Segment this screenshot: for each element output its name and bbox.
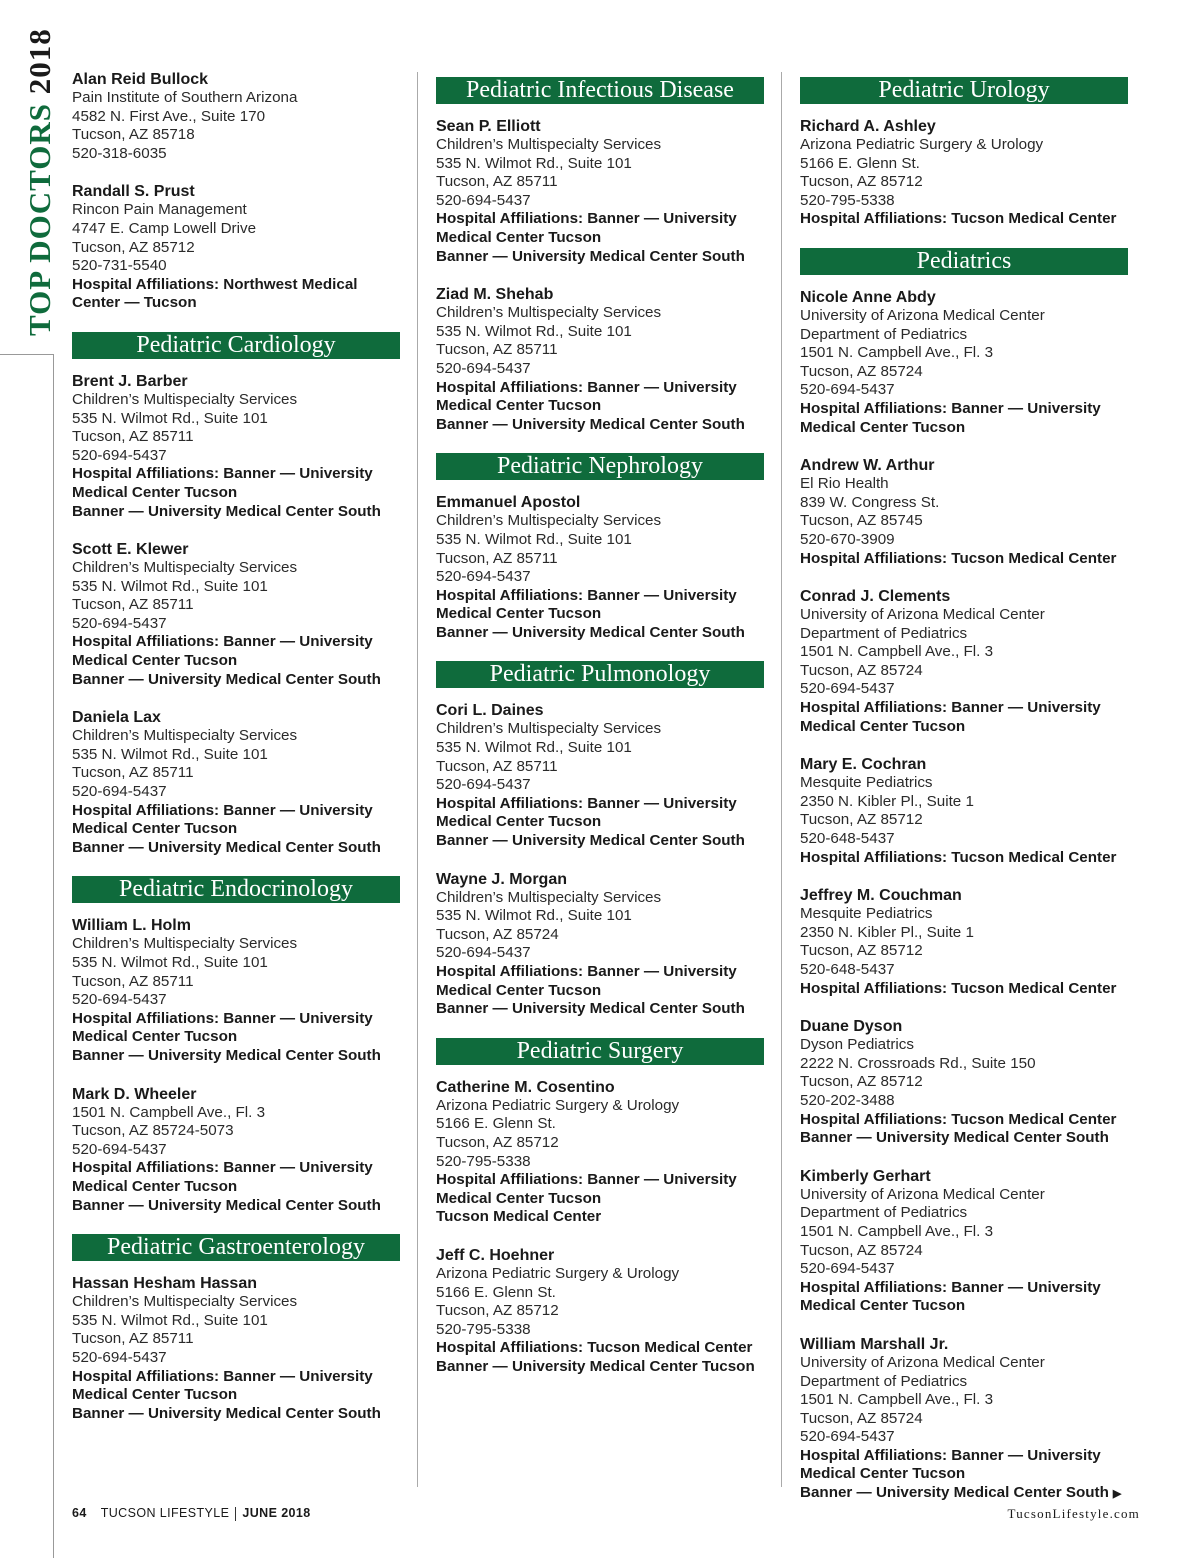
contact-line: 535 N. Wilmot Rd., Suite 101 bbox=[72, 1311, 268, 1329]
contact-line: Tucson, AZ 85724 bbox=[800, 1241, 923, 1259]
contact-line: 2350 N. Kibler Pl., Suite 1 bbox=[800, 792, 974, 810]
affiliation-text: Medical Center Tucson bbox=[436, 1189, 602, 1207]
hospital-affiliation bbox=[800, 1447, 1128, 1466]
contact-line: Tucson, AZ 85712 bbox=[436, 1133, 559, 1151]
affiliation-text: Hospital Affiliations: Banner — University bbox=[72, 633, 373, 651]
doctor-name: Jeff C. Hoehner bbox=[436, 1246, 555, 1264]
affiliation-text: Tucson Medical Center bbox=[436, 1208, 602, 1226]
specialty-header: Pediatric Cardiology bbox=[72, 332, 400, 359]
contact-line: Tucson, AZ 85711 bbox=[72, 428, 194, 446]
affiliation-text: Medical Center Tucson bbox=[72, 1028, 238, 1046]
contact-line: 520-694-5437 bbox=[72, 1348, 167, 1366]
doctor-name: Catherine M. Cosentino bbox=[436, 1078, 615, 1096]
website-url[interactable]: TucsonLifestyle.com bbox=[1007, 1506, 1140, 1521]
contact-line: Arizona Pediatric Surgery & Urology bbox=[436, 1264, 680, 1282]
affiliation-text: Hospital Affiliations: Banner — University bbox=[800, 699, 1101, 717]
doctor-entry bbox=[800, 117, 1128, 229]
hospital-affiliation bbox=[436, 1358, 764, 1377]
contact-line: 520-694-5437 bbox=[72, 1140, 167, 1158]
contact-line: Tucson, AZ 85711 bbox=[436, 173, 558, 191]
hospital-affiliation bbox=[436, 605, 764, 624]
hospital-affiliation bbox=[72, 1368, 400, 1387]
affiliation-text: Hospital Affiliations: Tucson Medical Center bbox=[436, 1339, 753, 1357]
column-divider-2 bbox=[781, 72, 782, 1487]
hospital-affiliation bbox=[436, 1000, 764, 1019]
contact-line: Children’s Multispecialty Services bbox=[72, 390, 298, 408]
hospital-affiliation bbox=[800, 1297, 1128, 1316]
contact-line: 5166 E. Glenn St. bbox=[436, 1283, 556, 1301]
contact-line: 535 N. Wilmot Rd., Suite 101 bbox=[436, 739, 632, 757]
doctor-entry bbox=[800, 1335, 1128, 1504]
doctor-name: Mark D. Wheeler bbox=[72, 1085, 197, 1103]
affiliation-text: Hospital Affiliations: Tucson Medical Center bbox=[800, 549, 1117, 567]
contact-line: 520-694-5437 bbox=[436, 191, 531, 209]
contact-line: 535 N. Wilmot Rd., Suite 101 bbox=[436, 907, 632, 925]
doctor-name: Emmanuel Apostol bbox=[436, 494, 581, 512]
doctor-name: Brent J. Barber bbox=[72, 372, 188, 390]
contact-line: Tucson, AZ 85711 bbox=[72, 596, 194, 614]
contact-line: 520-694-5437 bbox=[436, 568, 531, 586]
contact-line: 4582 N. First Ave., Suite 170 bbox=[72, 107, 266, 125]
doctor-entry bbox=[72, 70, 400, 163]
doctor-entry bbox=[436, 493, 764, 642]
contact-line: Children’s Multispecialty Services bbox=[436, 512, 662, 530]
contact-line: 520-795-5338 bbox=[436, 1320, 531, 1338]
contact-line: 520-202-3488 bbox=[800, 1091, 895, 1109]
affiliation-text: Medical Center Tucson bbox=[72, 1386, 238, 1404]
specialty-header: Pediatrics bbox=[800, 248, 1128, 275]
hospital-affiliation bbox=[72, 484, 400, 503]
doctor-entry bbox=[800, 886, 1128, 998]
hospital-affiliation bbox=[436, 832, 764, 851]
contact-line: 520-648-5437 bbox=[800, 830, 895, 848]
doctor-entry bbox=[72, 182, 400, 313]
hospital-affiliation bbox=[436, 963, 764, 982]
affiliation-text: Hospital Affiliations: Tucson Medical Center bbox=[800, 210, 1117, 228]
contact-line: El Rio Health bbox=[800, 475, 889, 493]
hospital-affiliation bbox=[436, 248, 764, 267]
contact-line: 535 N. Wilmot Rd., Suite 101 bbox=[436, 154, 632, 172]
doctor-entry bbox=[436, 870, 764, 1019]
hospital-affiliation bbox=[436, 813, 764, 832]
page-number: 64 bbox=[72, 1506, 87, 1520]
column-1 bbox=[72, 70, 400, 1442]
doctor-entry bbox=[436, 701, 764, 850]
doctor-name: William L. Holm bbox=[72, 917, 191, 935]
specialty-header: Pediatric Nephrology bbox=[436, 453, 764, 480]
doctor-entry bbox=[72, 540, 400, 689]
affiliation-text: Hospital Affiliations: Banner — University bbox=[800, 1446, 1101, 1464]
hospital-affiliation bbox=[800, 1465, 1128, 1484]
doctor-entry bbox=[436, 117, 764, 266]
affiliation-text: Hospital Affiliations: Banner — University bbox=[72, 1367, 373, 1385]
hospital-affiliation bbox=[436, 587, 764, 606]
affiliation-text: Banner — University Medical Center South bbox=[436, 623, 745, 641]
hospital-affiliation bbox=[436, 1171, 764, 1190]
page-footer bbox=[72, 1506, 311, 1521]
affiliation-text: Medical Center Tucson bbox=[72, 483, 238, 501]
doctor-entry bbox=[436, 285, 764, 434]
affiliation-text: Banner — University Medical Center South bbox=[72, 670, 381, 688]
contact-line: Children’s Multispecialty Services bbox=[436, 304, 662, 322]
affiliation-text: Medical Center Tucson bbox=[436, 981, 602, 999]
doctor-entry bbox=[72, 1274, 400, 1423]
affiliation-text: Hospital Affiliations: Banner — University bbox=[436, 378, 737, 396]
doctor-name: Duane Dyson bbox=[800, 1018, 903, 1036]
affiliation-text: Medical Center Tucson bbox=[800, 717, 966, 735]
contact-line: Arizona Pediatric Surgery & Urology bbox=[800, 136, 1044, 153]
affiliation-text: Banner — University Medical Center Tucson bbox=[436, 1357, 755, 1375]
contact-line: Tucson, AZ 85724 bbox=[436, 925, 559, 943]
hospital-affiliation bbox=[72, 1197, 400, 1216]
contact-line: 535 N. Wilmot Rd., Suite 101 bbox=[72, 954, 268, 971]
affiliation-text: Banner — University Medical Center South bbox=[800, 1129, 1109, 1147]
affiliation-text: Banner — University Medical Center South bbox=[72, 1046, 381, 1064]
contact-line: University of Arizona Medical Center bbox=[800, 306, 1045, 324]
contact-line: Children’s Multispecialty Services bbox=[72, 727, 298, 745]
affiliation-text: Banner — University Medical Center South bbox=[72, 1404, 381, 1422]
side-divider bbox=[0, 354, 53, 355]
column-divider-1 bbox=[417, 72, 418, 1487]
affiliation-text: Hospital Affiliations: Banner — University bbox=[436, 794, 737, 812]
contact-line: 520-670-3909 bbox=[800, 530, 895, 548]
affiliation-text: Center — Tucson bbox=[72, 294, 197, 312]
doctor-name: Alan Reid Bullock bbox=[72, 71, 209, 88]
contact-line: Rincon Pain Management bbox=[72, 201, 247, 219]
contact-line: Tucson, AZ 85712 bbox=[436, 1302, 559, 1320]
affiliation-text: Medical Center Tucson bbox=[436, 228, 602, 246]
contact-line: Tucson, AZ 85724-5073 bbox=[72, 1122, 234, 1140]
affiliation-text: Banner — University Medical Center South bbox=[72, 502, 381, 520]
affiliation-text: Hospital Affiliations: Banner — University bbox=[72, 1009, 373, 1027]
doctor-name: Randall S. Prust bbox=[72, 183, 195, 201]
contact-line: 5166 E. Glenn St. bbox=[800, 154, 920, 172]
hospital-affiliation bbox=[800, 699, 1128, 718]
contact-line: 1501 N. Campbell Ave., Fl. 3 bbox=[800, 344, 994, 362]
specialty-header: Pediatric Urology bbox=[800, 77, 1128, 104]
doctor-name: Ziad M. Shehab bbox=[436, 286, 554, 304]
contact-line: 520-694-5437 bbox=[72, 991, 167, 1009]
contact-line: 520-795-5338 bbox=[800, 191, 895, 209]
hospital-affiliation bbox=[72, 633, 400, 652]
doctor-entry bbox=[436, 1246, 764, 1377]
specialty-header: Pediatric Pulmonology bbox=[436, 661, 764, 688]
doctor-name: Conrad J. Clements bbox=[800, 588, 951, 606]
column-3 bbox=[800, 70, 1128, 1523]
contact-line: University of Arizona Medical Center bbox=[800, 1353, 1045, 1371]
hospital-affiliation bbox=[72, 1178, 400, 1197]
affiliation-text: Hospital Affiliations: Banner — University bbox=[72, 801, 373, 819]
contact-line: Tucson, AZ 85711 bbox=[436, 757, 558, 775]
contact-line: 1501 N. Campbell Ave., Fl. 3 bbox=[800, 1222, 994, 1240]
affiliation-text: Banner — University Medical Center South bbox=[72, 838, 381, 856]
doctor-name: Jeffrey M. Couchman bbox=[800, 887, 962, 905]
section-title-main: TOP DOCTORS bbox=[22, 103, 57, 336]
contact-line: Dyson Pediatrics bbox=[800, 1036, 914, 1054]
contact-line: Tucson, AZ 85712 bbox=[800, 173, 923, 191]
contact-line: Children’s Multispecialty Services bbox=[436, 720, 662, 738]
affiliation-text: Hospital Affiliations: Banner — University bbox=[436, 586, 737, 604]
doctor-name: Cori L. Daines bbox=[436, 702, 544, 720]
contact-line: Children’s Multispecialty Services bbox=[436, 136, 662, 153]
contact-line: 520-694-5437 bbox=[800, 1260, 895, 1278]
contact-line: Tucson, AZ 85712 bbox=[800, 1073, 923, 1091]
affiliation-text: Hospital Affiliations: Banner — University bbox=[800, 399, 1101, 417]
continue-arrow-icon: ▶ bbox=[1112, 1488, 1122, 1501]
contact-line: University of Arizona Medical Center bbox=[800, 1185, 1045, 1203]
contact-line: 520-694-5437 bbox=[72, 446, 167, 464]
affiliation-text: Banner — University Medical Center South bbox=[436, 415, 745, 433]
contact-line: 2222 N. Crossroads Rd., Suite 150 bbox=[800, 1054, 1036, 1072]
contact-line: 1501 N. Campbell Ave., Fl. 3 bbox=[800, 643, 994, 661]
hospital-affiliation bbox=[800, 1279, 1128, 1298]
contact-line: 520-694-5437 bbox=[800, 680, 895, 698]
contact-line: Tucson, AZ 85712 bbox=[72, 238, 195, 256]
contact-line: Tucson, AZ 85745 bbox=[800, 512, 923, 530]
contact-line: 520-694-5437 bbox=[800, 1428, 895, 1446]
contact-line: Children’s Multispecialty Services bbox=[72, 1293, 298, 1311]
contact-line: Mesquite Pediatrics bbox=[800, 905, 933, 923]
affiliation-text: Hospital Affiliations: Banner — University bbox=[436, 1171, 737, 1189]
hospital-affiliation bbox=[800, 550, 1128, 569]
doctor-entry bbox=[72, 1085, 400, 1216]
hospital-affiliation bbox=[436, 1339, 764, 1358]
doctor-name: Mary E. Cochran bbox=[800, 756, 927, 774]
contact-line: Tucson, AZ 85724 bbox=[800, 362, 923, 380]
doctor-entry bbox=[800, 587, 1128, 736]
issue-date: JUNE 2018 bbox=[242, 1506, 311, 1520]
contact-line: Pain Institute of Southern Arizona bbox=[72, 89, 298, 106]
contact-line: 535 N. Wilmot Rd., Suite 101 bbox=[72, 745, 268, 763]
contact-line: Tucson, AZ 85724 bbox=[800, 661, 923, 679]
doctor-entry bbox=[72, 708, 400, 857]
contact-line: 520-731-5540 bbox=[72, 257, 167, 275]
doctor-name: Daniela Lax bbox=[72, 709, 161, 727]
affiliation-text: Hospital Affiliations: Tucson Medical Center bbox=[800, 848, 1117, 866]
hospital-affiliation bbox=[72, 1028, 400, 1047]
affiliation-text: Hospital Affiliations: Banner — University bbox=[436, 210, 737, 228]
section-title-year: 2018 bbox=[22, 28, 57, 104]
hospital-affiliation bbox=[800, 1129, 1128, 1148]
contact-line: 535 N. Wilmot Rd., Suite 101 bbox=[436, 322, 632, 340]
hospital-affiliation bbox=[436, 624, 764, 643]
contact-line: 520-694-5437 bbox=[436, 944, 531, 962]
contact-line: Tucson, AZ 85711 bbox=[72, 764, 194, 782]
affiliation-text: Medical Center Tucson bbox=[800, 418, 966, 436]
specialty-header: Pediatric Infectious Disease bbox=[436, 77, 764, 104]
contact-line: Tucson, AZ 85724 bbox=[800, 1409, 923, 1427]
contact-line: Tucson, AZ 85711 bbox=[436, 341, 558, 359]
hospital-affiliation bbox=[72, 503, 400, 522]
column-2 bbox=[436, 70, 764, 1396]
doctor-entry bbox=[800, 1017, 1128, 1148]
section-title-vertical bbox=[22, 28, 58, 336]
hospital-affiliation bbox=[436, 795, 764, 814]
affiliation-text: Hospital Affiliations: Banner — University bbox=[436, 963, 737, 980]
doctor-name: Kimberly Gerhart bbox=[800, 1167, 931, 1185]
contact-line: Arizona Pediatric Surgery & Urology bbox=[436, 1096, 680, 1114]
hospital-affiliation bbox=[800, 400, 1128, 419]
hospital-affiliation bbox=[436, 416, 764, 435]
contact-line: 520-694-5437 bbox=[72, 783, 167, 801]
hospital-affiliation bbox=[72, 465, 400, 484]
contact-line: 1501 N. Campbell Ave., Fl. 3 bbox=[72, 1103, 266, 1121]
contact-line: 535 N. Wilmot Rd., Suite 101 bbox=[72, 577, 268, 595]
side-vertical-divider bbox=[53, 354, 54, 1558]
doctor-entry bbox=[800, 288, 1128, 437]
affiliation-text: Medical Center Tucson bbox=[800, 1297, 966, 1315]
contact-line: 520-694-5437 bbox=[72, 614, 167, 632]
contact-line: Children’s Multispecialty Services bbox=[72, 935, 298, 953]
hospital-affiliation bbox=[436, 210, 764, 229]
contact-line: Tucson, AZ 85712 bbox=[800, 942, 923, 960]
hospital-affiliation bbox=[72, 652, 400, 671]
affiliation-text: Banner — University Medical Center South bbox=[436, 247, 745, 265]
contact-line: Mesquite Pediatrics bbox=[800, 774, 933, 792]
hospital-affiliation bbox=[72, 1010, 400, 1029]
hospital-affiliation bbox=[72, 671, 400, 690]
doctor-name: Sean P. Elliott bbox=[436, 118, 541, 135]
contact-line: Tucson, AZ 85711 bbox=[72, 972, 194, 990]
specialty-header: Pediatric Endocrinology bbox=[72, 876, 400, 903]
doctor-entry bbox=[72, 916, 400, 1065]
doctor-name: Richard A. Ashley bbox=[800, 118, 936, 135]
affiliation-text: Hospital Affiliations: Banner — University bbox=[72, 465, 373, 483]
hospital-affiliation bbox=[800, 1111, 1128, 1130]
hospital-affiliation bbox=[800, 419, 1128, 438]
affiliation-text: Hospital Affiliations: Tucson Medical Center bbox=[800, 1110, 1117, 1128]
doctor-entry bbox=[800, 456, 1128, 568]
contact-line: 520-694-5437 bbox=[436, 359, 531, 377]
contact-line: 520-694-5437 bbox=[436, 776, 531, 794]
doctor-name: Andrew W. Arthur bbox=[800, 457, 935, 475]
specialty-header: Pediatric Surgery bbox=[436, 1038, 764, 1065]
affiliation-text: Hospital Affiliations: Northwest Medical bbox=[72, 275, 358, 293]
contact-line: Department of Pediatrics bbox=[800, 624, 968, 642]
hospital-affiliation bbox=[436, 1190, 764, 1209]
contact-line: Department of Pediatrics bbox=[800, 1204, 968, 1222]
contact-line: Tucson, AZ 85718 bbox=[72, 126, 195, 144]
hospital-affiliation bbox=[436, 982, 764, 1001]
doctor-name: Nicole Anne Abdy bbox=[800, 288, 936, 306]
doctor-entry bbox=[800, 1167, 1128, 1316]
contact-line: Tucson, AZ 85712 bbox=[800, 811, 923, 829]
affiliation-text: Medical Center Tucson bbox=[436, 813, 602, 831]
doctor-entry bbox=[436, 1078, 764, 1227]
affiliation-text: Banner — University Medical Center South bbox=[436, 832, 745, 850]
hospital-affiliation bbox=[72, 1047, 400, 1066]
contact-line: Tucson, AZ 85711 bbox=[72, 1330, 194, 1348]
hospital-affiliation bbox=[72, 1405, 400, 1424]
affiliation-text: Medical Center Tucson bbox=[436, 605, 602, 623]
hospital-affiliation bbox=[800, 849, 1128, 868]
contact-line: Children’s Multispecialty Services bbox=[72, 559, 298, 577]
doctor-name: William Marshall Jr. bbox=[800, 1335, 949, 1353]
affiliation-text: Medical Center Tucson bbox=[72, 652, 238, 670]
contact-line: 520-795-5338 bbox=[436, 1152, 531, 1170]
hospital-affiliation bbox=[72, 1386, 400, 1405]
contact-line: 4747 E. Camp Lowell Drive bbox=[72, 219, 257, 237]
contact-line: 1501 N. Campbell Ave., Fl. 3 bbox=[800, 1391, 994, 1409]
affiliation-text: Banner — University Medical Center South bbox=[436, 1000, 745, 1018]
contact-line: 520-648-5437 bbox=[800, 961, 895, 978]
hospital-affiliation bbox=[436, 229, 764, 248]
hospital-affiliation bbox=[800, 210, 1128, 229]
hospital-affiliation bbox=[436, 379, 764, 398]
contact-line: 2350 N. Kibler Pl., Suite 1 bbox=[800, 923, 974, 941]
affiliation-text: Banner — University Medical Center South bbox=[800, 1484, 1109, 1502]
hospital-affiliation bbox=[800, 718, 1128, 737]
doctor-name: Wayne J. Morgan bbox=[436, 870, 567, 888]
hospital-affiliation bbox=[72, 802, 400, 821]
hospital-affiliation bbox=[72, 839, 400, 858]
hospital-affiliation bbox=[436, 397, 764, 416]
affiliation-text: Banner — University Medical Center South bbox=[72, 1196, 381, 1214]
hospital-affiliation bbox=[800, 1484, 1128, 1504]
contact-line: University of Arizona Medical Center bbox=[800, 606, 1045, 624]
affiliation-text: Hospital Affiliations: Tucson Medical Center bbox=[800, 979, 1117, 997]
specialty-header: Pediatric Gastroenterology bbox=[72, 1234, 400, 1261]
contact-line: 520-694-5437 bbox=[800, 381, 895, 399]
contact-line: 520-318-6035 bbox=[72, 144, 167, 162]
affiliation-text: Medical Center Tucson bbox=[436, 397, 602, 415]
affiliation-text: Medical Center Tucson bbox=[800, 1465, 966, 1483]
hospital-affiliation bbox=[72, 276, 400, 295]
hospital-affiliation bbox=[72, 1159, 400, 1178]
affiliation-text: Hospital Affiliations: Banner — University bbox=[800, 1278, 1101, 1296]
publication-name: TUCSON LIFESTYLE bbox=[100, 1506, 230, 1520]
affiliation-text: Medical Center Tucson bbox=[72, 1177, 238, 1195]
contact-line: 5166 E. Glenn St. bbox=[436, 1115, 556, 1133]
affiliation-text: Hospital Affiliations: Banner — University bbox=[72, 1159, 373, 1177]
doctor-name: Scott E. Klewer bbox=[72, 541, 189, 559]
contact-line: 535 N. Wilmot Rd., Suite 101 bbox=[72, 409, 268, 427]
footer-separator bbox=[235, 1507, 236, 1521]
contact-line: 535 N. Wilmot Rd., Suite 101 bbox=[436, 530, 632, 548]
contact-line: Department of Pediatrics bbox=[800, 325, 968, 343]
affiliation-text: Medical Center Tucson bbox=[72, 820, 238, 838]
contact-line: Department of Pediatrics bbox=[800, 1372, 968, 1390]
doctor-entry bbox=[800, 755, 1128, 867]
contact-line: Tucson, AZ 85711 bbox=[436, 549, 558, 567]
contact-line: 839 W. Congress St. bbox=[800, 493, 940, 511]
hospital-affiliation bbox=[72, 294, 400, 313]
doctor-entry bbox=[72, 372, 400, 521]
contact-line: Children’s Multispecialty Services bbox=[436, 888, 662, 906]
hospital-affiliation bbox=[436, 1208, 764, 1227]
hospital-affiliation bbox=[800, 980, 1128, 999]
hospital-affiliation bbox=[72, 820, 400, 839]
doctor-name: Hassan Hesham Hassan bbox=[72, 1275, 257, 1293]
